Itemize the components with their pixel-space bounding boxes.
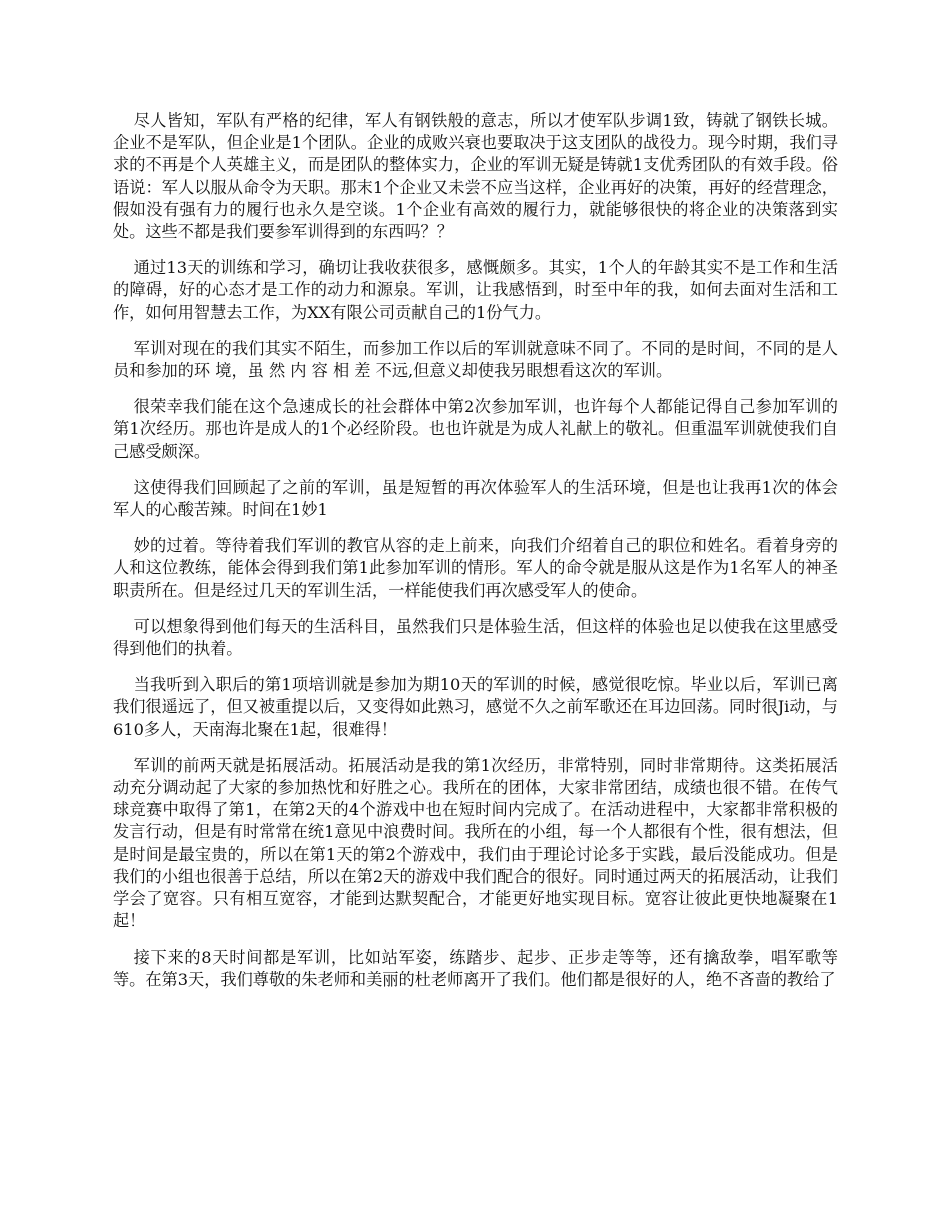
paragraph-5: 这使得我们回顾起了之前的军训，虽是短暂的再次体验军人的生活环境，但是也让我再1次的体会军人的心酸苦辣。时间在1妙1: [113, 477, 838, 520]
paragraph-9: 军训的前两天就是拓展活动。拓展活动是我的第1次经历，非常特别，同时非常期待。这类拓展活动充分调动起了大家的参加热忱和好胜之心。我所在的团体，大家非常团结，成绩也很不错。在传气球竞赛中取得了第1，在第2天的4个游戏中也在短时间内完成了。在活动进程中，大家都非常积极的发言行动，但是有时常常在统1意见中浪费时间。我所在的小组，每一个人都很有个性，很有想法，但是时间是最宝贵的，所以在第1天的第2个游戏中，我们由于理论讨论多于实践，最后没能成功。但是我们的小组也很善于总结，所以在第2天的游戏中我们配合的很好。同时通过两天的拓展活动，让我们学会了宽容。只有相互宽容，才能到达默契配合，才能更好地实现目标。宽容让彼此更快地凝聚在1起！: [113, 755, 838, 931]
paragraph-3: 军训对现在的我们其实不陌生，而参加工作以后的军训就意味不同了。不同的是时间，不同的是人员和参加的环 境，虽 然 内 容 相 差 不远,但意义却使我另眼想看这次的军训。: [113, 338, 838, 381]
paragraph-8: 当我听到入职后的第1项培训就是参加为期10天的军训的时候，感觉很吃惊。毕业以后，军训已离我们很遥远了，但又被重提以后，又变得如此熟习，感觉不久之前军歌还在耳边回荡。同时很Ji动，与610多人，天南海北聚在1起，很难得！: [113, 675, 838, 739]
paragraph-1: 尽人皆知，军队有严格的纪律，军人有钢铁般的意志，所以才使军队步调1致，铸就了钢铁长城。企业不是军队，但企业是1个团队。企业的成败兴衰也要取决于这支团队的战役力。现今时期，我们寻求的不再是个人英雄主义，而是团队的整体实力，企业的军训无疑是铸就1支优秀团队的有效手段。俗语说：军人以服从命令为天职。那末1个企业又未尝不应当这样，企业再好的决策，再好的经营理念，假如没有强有力的履行也永久是空谈。1个企业有高效的履行力，就能够很快的将企业的决策落到实处。这些不都是我们要参军训得到的东西吗？？: [113, 111, 838, 242]
paragraph-6: 妙的过着。等待着我们军训的教官从容的走上前来，向我们介绍着自己的职位和姓名。看着身旁的人和这位教练，能体会得到我们第1此参加军训的情形。军人的命令就是服从这是作为1名军人的神圣职责所在。但是经过几天的军训生活，一样能使我们再次感受军人的使命。: [113, 536, 838, 600]
paragraph-2: 通过13天的训练和学习，确切让我收获很多，感慨颇多。其实，1个人的年龄其实不是工作和生活的障碍，好的心态才是工作的动力和源泉。军训，让我感悟到，时至中年的我，如何去面对生活和工作，如何用智慧去工作，为XX有限公司贡献自己的1份气力。: [113, 258, 838, 322]
paragraph-10: 接下来的8天时间都是军训，比如站军姿，练踏步、起步、正步走等等，还有擒敌拳，唱军歌等等。在第3天，我们尊敬的朱老师和美丽的杜老师离开了我们。他们都是很好的人，绝不吝啬的教给了: [113, 947, 838, 989]
paragraph-4: 很荣幸我们能在这个急速成长的社会群体中第2次参加军训，也许每个人都能记得自己参加军训的第1次经历。那也许是成人的1个必经阶段。也也许就是为成人礼献上的敬礼。但重温军训就使我们自己感受颇深。: [113, 397, 838, 461]
paragraph-7: 可以想象得到他们每天的生活科目，虽然我们只是体验生活，但这样的体验也足以使我在这里感受得到他们的执着。: [113, 616, 838, 659]
